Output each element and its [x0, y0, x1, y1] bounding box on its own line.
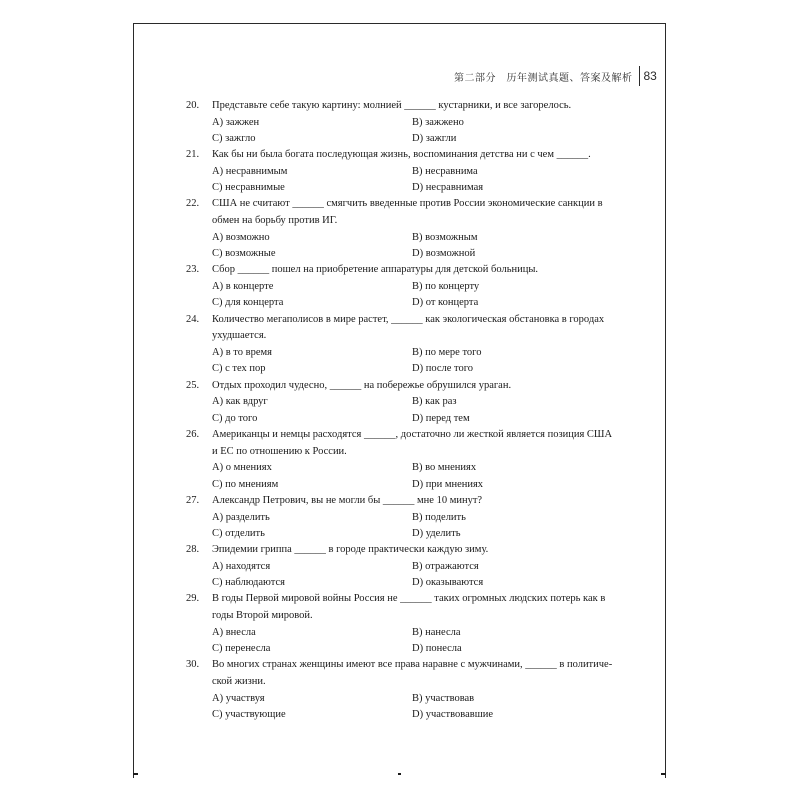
question-number: 25.: [186, 379, 200, 391]
question-number: 22.: [186, 198, 200, 210]
question-text: Количество мегаполисов в мире растет, ______ как экологическая обстановка в городах: [212, 313, 605, 325]
answer-option: B) по мере того: [412, 347, 482, 359]
answer-option: C) до того: [212, 412, 258, 424]
answer-options: [186, 345, 621, 377]
question-item: [186, 262, 621, 311]
answer-option: B) участвовав: [412, 692, 475, 704]
question-item: [186, 591, 621, 657]
question-text-continuation: и ЕС по отношению к России.: [212, 445, 347, 457]
question-text: Американцы и немцы расходятся ______, достаточно ли жесткой является позиция США: [212, 428, 613, 440]
question-text-continuation: обмен на борьбу против ИГ.: [212, 215, 338, 227]
header-divider: [639, 66, 640, 86]
question-item: [186, 657, 621, 723]
answer-option: D) уделить: [412, 527, 461, 539]
question-line: [186, 147, 621, 164]
answer-option: C) перенесла: [212, 643, 271, 655]
question-number: 30.: [186, 659, 200, 671]
answer-option: D) оказываются: [412, 577, 484, 589]
question-text-continuation: ской жизни.: [212, 676, 266, 688]
answer-option: D) после того: [412, 363, 474, 375]
answer-option: B) поделить: [412, 511, 466, 523]
answer-option: A) зажжен: [212, 116, 260, 128]
answer-option: C) с тех пор: [212, 363, 266, 375]
question-number: 20.: [186, 100, 200, 111]
answer-option: C) участвующие: [212, 709, 286, 721]
header-title: 第二部分 历年测试真题、答案及解析: [454, 72, 633, 84]
answer-option: C) наблюдаются: [212, 577, 285, 589]
answer-options: [186, 115, 621, 147]
question-item: [186, 427, 621, 493]
answer-option: C) несравнимые: [212, 182, 285, 194]
question-line: [186, 493, 621, 510]
page-number: 83: [643, 69, 657, 83]
running-header: [454, 64, 657, 88]
question-item: [186, 493, 621, 542]
crop-mark-right: [661, 773, 666, 775]
answer-option: B) зажжено: [412, 116, 464, 128]
answer-option: A) разделить: [212, 511, 270, 523]
answer-option: C) зажгло: [212, 133, 256, 144]
answer-options: [186, 394, 621, 426]
question-text: Представьте себе такую картину: молнией ______ кустарники, и все загорелось.: [212, 100, 572, 111]
question-number: 29.: [186, 593, 200, 605]
question-line: [186, 378, 621, 395]
question-line: [186, 542, 621, 559]
question-line: [186, 312, 621, 329]
answer-option: A) участвуя: [212, 692, 265, 704]
question-number: 26.: [186, 428, 200, 440]
answer-option: C) для концерта: [212, 297, 284, 309]
question-number: 23.: [186, 264, 200, 276]
answer-options: [186, 460, 621, 492]
answer-options: [186, 559, 621, 591]
answer-option: D) понесла: [412, 643, 462, 655]
question-text: В годы Первой мировой войны Россия не ______ таких огромных людских потерь как в: [212, 593, 606, 605]
question-item: [186, 542, 621, 591]
question-item: [186, 312, 621, 378]
question-list: [186, 98, 621, 723]
question-text-continuation: годы Второй мировой.: [212, 610, 313, 622]
answer-options: [186, 164, 621, 196]
answer-options: [186, 625, 621, 657]
answer-options: [186, 279, 621, 311]
answer-option: C) отделить: [212, 527, 265, 539]
answer-options: [186, 510, 621, 542]
question-text: Александр Петрович, вы не могли бы ______ мне 10 минут?: [212, 494, 483, 506]
answer-option: A) внесла: [212, 626, 256, 638]
answer-option: A) в концерте: [212, 281, 274, 293]
answer-option: D) участвовавшие: [412, 709, 494, 721]
answer-option: A) о мнениях: [212, 462, 272, 474]
answer-option: B) возможным: [412, 232, 478, 243]
answer-option: A) находятся: [212, 560, 271, 572]
answer-option: C) возможные: [212, 248, 276, 260]
answer-option: B) несравнима: [412, 166, 478, 177]
question-number: 28.: [186, 544, 200, 556]
question-text-continuation: ухудшается.: [212, 330, 267, 342]
crop-mark-center: [398, 773, 401, 775]
question-item: [186, 147, 621, 196]
question-line: [186, 591, 621, 608]
answer-option: A) несравнимым: [212, 166, 288, 177]
answer-option: D) перед тем: [412, 412, 470, 424]
question-item: [186, 98, 621, 147]
answer-options: [186, 691, 621, 723]
crop-mark-left: [133, 773, 138, 775]
answer-option: C) по мнениям: [212, 478, 279, 490]
question-line: [186, 657, 621, 674]
answer-option: B) как раз: [412, 396, 457, 408]
question-number: 27.: [186, 494, 200, 506]
answer-option: D) возможной: [412, 248, 476, 260]
question-text: Как бы ни была богата последующая жизнь, воспоминания детства ни с чем ______.: [212, 149, 591, 161]
question-line: [186, 262, 621, 279]
question-line: [186, 98, 621, 115]
answer-option: B) нанесла: [412, 626, 461, 638]
answer-option: A) в то время: [212, 347, 272, 359]
answer-option: A) как вдруг: [212, 396, 268, 408]
answer-option: D) при мнениях: [412, 478, 484, 490]
answer-option: B) по концерту: [412, 281, 480, 293]
question-number: 24.: [186, 313, 200, 325]
answer-option: A) возможно: [212, 232, 270, 243]
answer-option: B) во мнениях: [412, 462, 477, 474]
question-line: [186, 196, 621, 213]
question-item: [186, 196, 621, 262]
question-number: 21.: [186, 149, 200, 161]
answer-option: B) отражаются: [412, 560, 479, 572]
answer-options: [186, 230, 621, 262]
question-text: Во многих странах женщины имеют все права наравне с мужчинами, ______ в политиче-: [212, 659, 613, 671]
answer-option: D) от концерта: [412, 297, 479, 309]
question-line: [186, 427, 621, 444]
answer-option: D) зажгли: [412, 133, 457, 144]
question-text: Отдых проходил чудесно, ______ на побережье обрушился ураган.: [212, 379, 512, 391]
answer-option: D) несравнимая: [412, 182, 484, 194]
question-text: Сбор ______ пошел на приобретение аппаратуры для детской больницы.: [212, 264, 539, 276]
question-text: США не считают ______ смягчить введенные против России экономические санкции в: [212, 198, 603, 210]
question-item: [186, 378, 621, 427]
question-text: Эпидемии гриппа ______ в городе практически каждую зиму.: [212, 544, 489, 556]
